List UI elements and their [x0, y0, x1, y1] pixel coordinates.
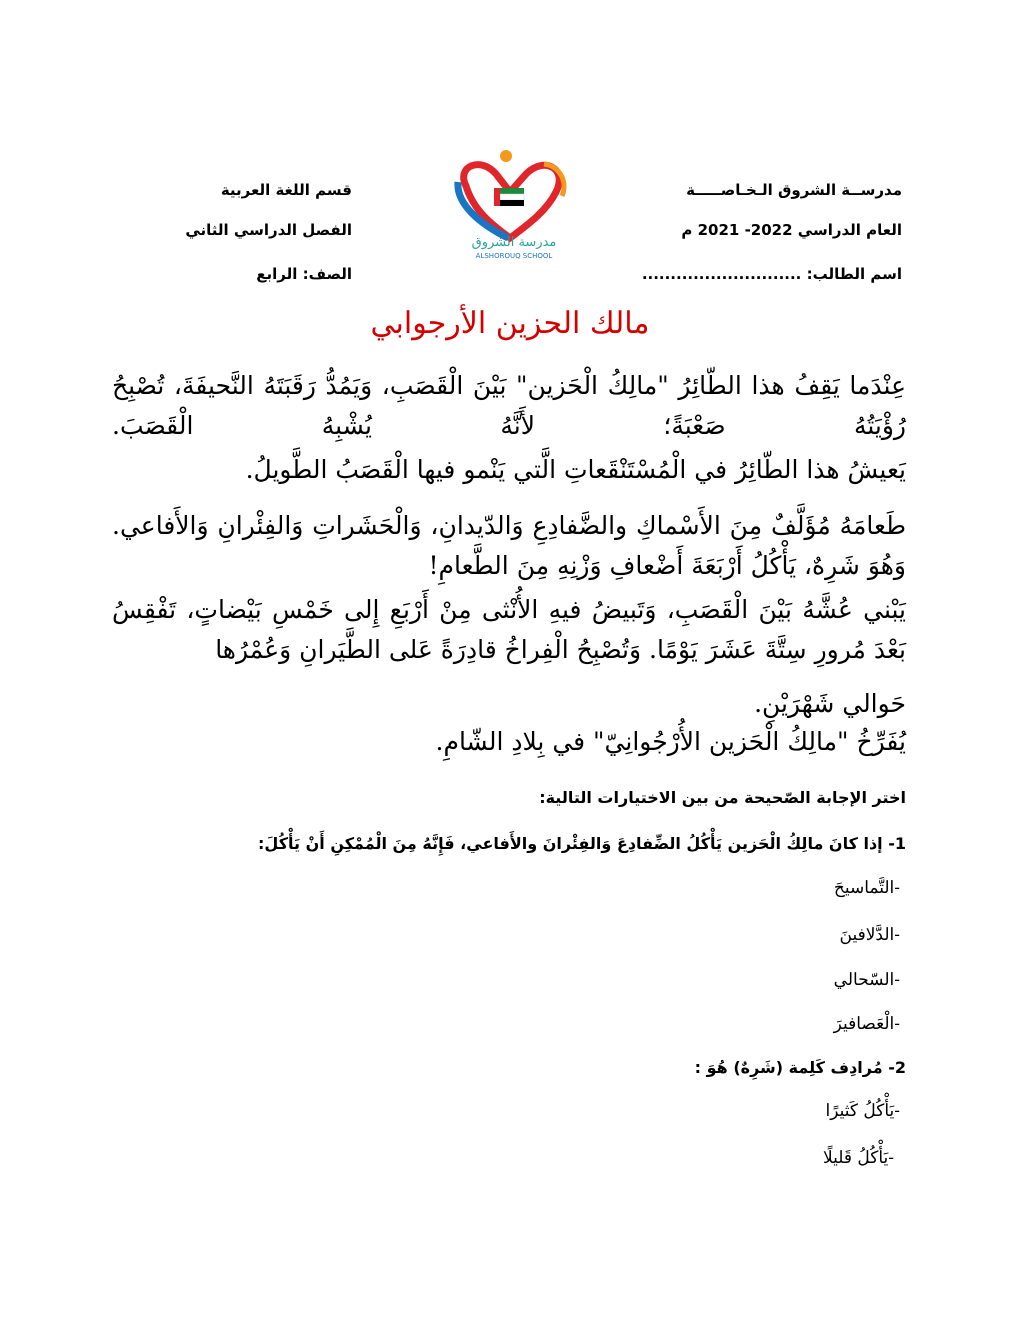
story-paragraph-1-end: يَعيشُ هذا الطّائِرُ في الْمُسْتَنْقَعاتِ الَّتي يَنْمو فيها الْقَصَبُ الطَّويلُ. [245, 455, 906, 484]
academic-year: العام الدراسي 2022- 2021 م [681, 221, 902, 239]
question-2-option[interactable]: -يَأْكُلُ قَليلًا [822, 1148, 894, 1168]
student-name-field: اسم الطالب: ............................ [641, 265, 902, 283]
logo-orange-dot [500, 150, 512, 162]
question-2-option[interactable]: -يَأْكُلُ كَثيرًا [825, 1101, 900, 1121]
question-1-option[interactable]: -السّحالي [833, 970, 900, 990]
logo-flag-black [500, 200, 524, 206]
logo-flag-green [500, 188, 524, 194]
school-logo [436, 146, 586, 264]
page-title: مالك الحزين الأرجوابي [370, 306, 650, 341]
question-1: 1- إذا كانَ مالِكُ الْحَزين يَأْكُلُ الضِّفادِعَ وَالفِئْرانَ والأَفاعي، فَإِنَّهُ مِنَ الْمُمْكِنِ أَنْ يَأْكُلَ: [258, 834, 906, 853]
school-name: مدرســة الشروق الـخـاصـــــة [686, 181, 902, 199]
story-paragraph-4: يُفَرِّخُ "مالِكُ الْحَزين الأُرْجُوانِيّ" في بِلادِ الشّامِ. [435, 727, 906, 756]
logo-flag-white [500, 194, 524, 200]
question-1-option[interactable]: -الْعَصافيرَ [833, 1014, 900, 1034]
semester: الفصل الدراسي الثاني [185, 221, 352, 239]
logo-english-text: ALSHOROUQ SCHOOL [475, 252, 553, 260]
grade: الصف: الرابع [256, 265, 352, 283]
story-paragraph-3: يَبْني عُشَّهُ بَيْنَ الْقَصَبِ، وَتَبيضُ فيهِ الأُنْثى مِنْ أَرْبَعِ إِلى خَمْسِ بَيْضاتٍ، تَفْقِسُ بَعْدَ مُرورِ سِتَّةَ عَشَرَ يَوْمًا. وَتُصْبِحُ الْفِراخُ قادِرَةً عَلى الطَّيَرانِ وَعُمْرُها [112, 595, 906, 664]
question-1-option[interactable]: -التَّماسيحَ [833, 878, 900, 898]
story-paragraph-1: عِنْدَما يَقِفُ هذا الطّائِرُ "مالِكُ الْحَزين" بَيْنَ الْقَصَبِ، وَيَمُدُّ رَقَبَتَهُ النَّحيفَةَ، تُصْبِحُ رُؤْيَتُهُ صَعْبَةً؛ لأَنَّهُ يُشْبِهُ الْقَصَبَ. [112, 371, 906, 440]
story-paragraph-3-end: حَوالي شَهْرَيْنِ. [754, 689, 906, 718]
department: قسم اللغة العربية [220, 181, 352, 199]
question-2: 2- مُرادِف كَلِمة (شَرِهٌ) هُوَ : [694, 1058, 906, 1077]
instructions: اختر الإجابة الصّحيحة من بين الاختيارات التالية: [539, 788, 906, 807]
story-paragraph-2: طَعامَهُ مُؤَلَّفٌ مِنَ الأَسْماكِ والضَّفادِعِ وَالدّيدانِ، وَالْحَشَراتِ وَالفِئْرانِ وَالأَفاعي. وَهُوَ شَرِهٌ، يَأْكُلُ أَرْبَعَةَ أَضْعافِ وَزْنِهِ مِنَ الطَّعامِ! [112, 511, 906, 580]
question-1-option[interactable]: -الدَّلافينَ [839, 925, 900, 945]
logo-flag-red [494, 188, 500, 206]
logo-arabic-text: مدرسة الشروق [471, 235, 557, 250]
